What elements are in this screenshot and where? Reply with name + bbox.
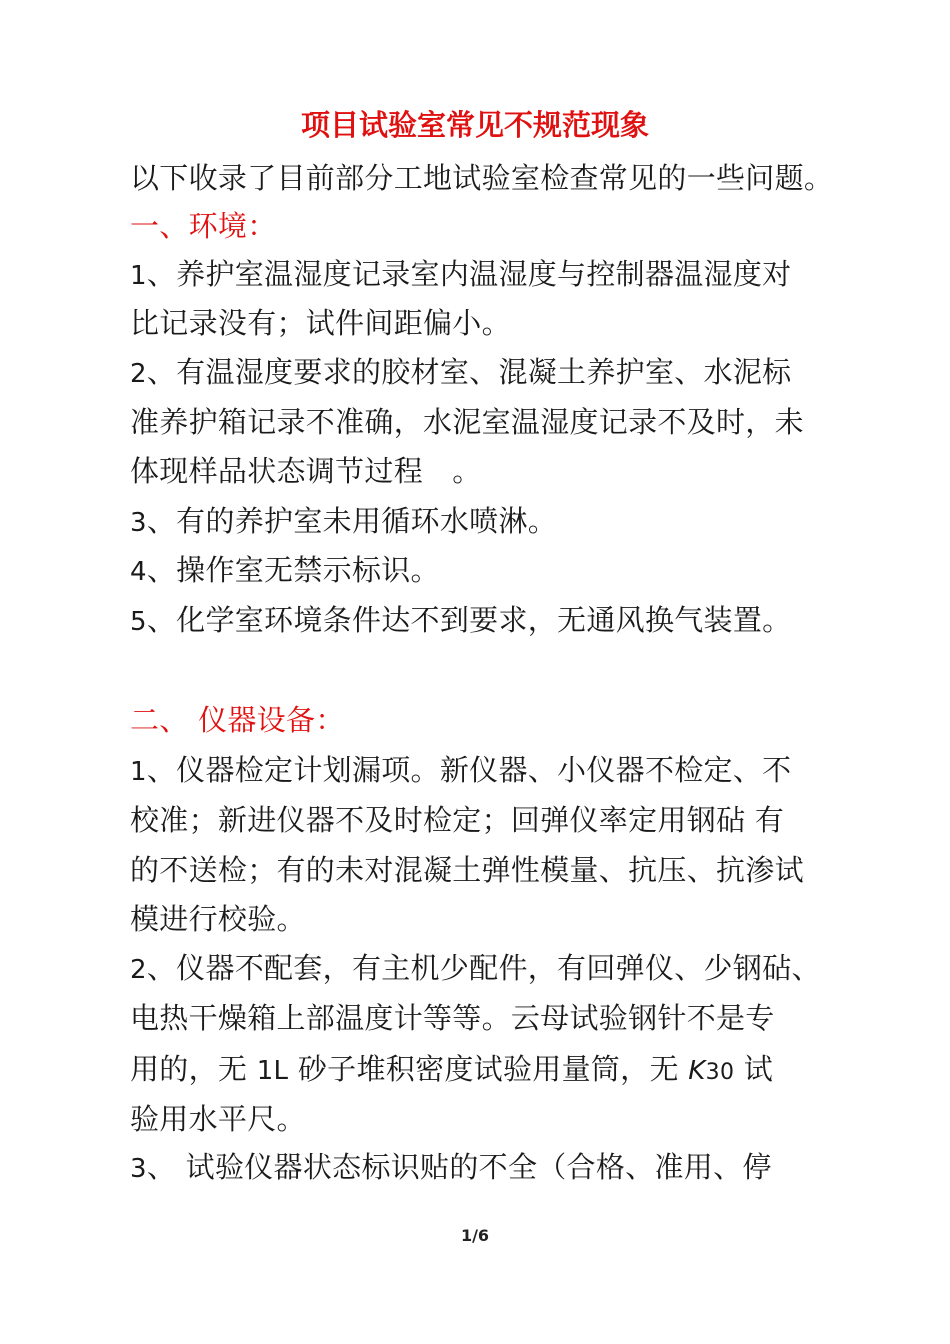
total-pages: 6 bbox=[477, 1226, 490, 1245]
env-item-2-line-1 bbox=[130, 352, 791, 394]
item-text: 、操作室无禁示标识。 bbox=[146, 553, 440, 587]
current-page: 1 bbox=[460, 1226, 473, 1245]
item-text: 、有温湿度要求的胶材室、混凝土养护室、水泥标 bbox=[146, 355, 792, 389]
item-number: 3 bbox=[130, 508, 147, 538]
text-segment: 用的，无 bbox=[130, 1052, 257, 1086]
item-number: 1 bbox=[130, 757, 147, 787]
text-segment: 砂子堆积密度试验用量筒，无 bbox=[288, 1052, 689, 1086]
env-item-2-line-2: 准养护箱记录不准确，水泥室温湿度记录不及时，未 bbox=[130, 405, 804, 439]
k30-symbol: K bbox=[688, 1056, 706, 1086]
item-number: 3 bbox=[130, 1154, 147, 1184]
equip-item-2-line-1 bbox=[130, 948, 821, 990]
section-heading-equipment: 二、 仪器设备： bbox=[130, 703, 345, 737]
page-number bbox=[0, 1226, 950, 1245]
env-item-1-line-1 bbox=[130, 254, 791, 296]
item-text: 、 试验仪器状态标识贴的不全（合格、准用、停 bbox=[146, 1150, 772, 1184]
page-title: 项目试验室常见不规范现象 bbox=[300, 108, 649, 142]
equip-item-3-line-1 bbox=[130, 1147, 772, 1189]
page-separator: / bbox=[472, 1226, 478, 1245]
env-item-2-line-3: 体现样品状态调节过程 。 bbox=[130, 454, 482, 488]
item-number: 5 bbox=[130, 607, 147, 637]
item-text: 、仪器检定计划漏项。新仪器、小仪器不检定、不 bbox=[146, 753, 792, 787]
item-text: 、养护室温湿度记录室内温湿度与控制器温湿度对 bbox=[146, 257, 792, 291]
equip-item-2-line-3 bbox=[130, 1049, 773, 1093]
item-text: 、化学室环境条件达不到要求，无通风换气装置。 bbox=[146, 603, 792, 637]
env-item-5 bbox=[130, 600, 791, 642]
env-item-1-line-2: 比记录没有；试件间距偏小。 bbox=[130, 306, 511, 340]
unit-1l: 1L bbox=[256, 1056, 289, 1086]
item-number: 4 bbox=[130, 557, 147, 587]
env-item-4 bbox=[130, 550, 440, 592]
env-item-3 bbox=[130, 501, 557, 543]
item-number: 2 bbox=[130, 359, 147, 389]
equip-item-1-line-2: 校准；新进仪器不及时检定；回弹仪率定用钢砧 有 bbox=[130, 803, 785, 837]
k30-subscript: 30 bbox=[705, 1060, 735, 1085]
item-number: 2 bbox=[130, 955, 147, 985]
equip-item-1-line-1 bbox=[130, 750, 791, 792]
intro-text: 以下收录了目前部分工地试验室检查常见的一些问题。 bbox=[130, 161, 834, 195]
equip-item-2-line-4: 验用水平尺。 bbox=[130, 1102, 306, 1136]
equip-item-2-line-2: 电热干燥箱上部温度计等等。云母试验钢针不是专 bbox=[130, 1001, 775, 1035]
text-segment: 试 bbox=[734, 1052, 774, 1086]
equip-item-1-line-3: 的不送检；有的未对混凝土弹性模量、抗压、抗渗试 bbox=[130, 853, 804, 887]
item-text: 、仪器不配套，有主机少配件，有回弹仪、少钢砧、 bbox=[146, 951, 821, 985]
section-heading-environment: 一、环境： bbox=[130, 209, 277, 243]
equip-item-1-line-4: 模进行校验。 bbox=[130, 902, 306, 936]
item-text: 、有的养护室未用循环水喷淋。 bbox=[146, 504, 558, 538]
item-number: 1 bbox=[130, 261, 147, 291]
